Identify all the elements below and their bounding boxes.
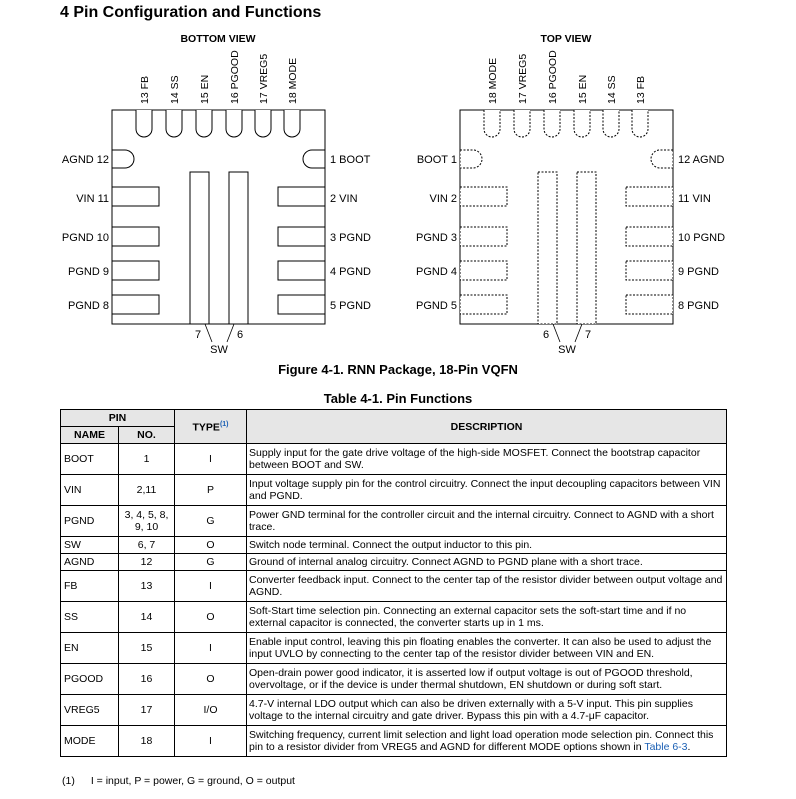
bottom-view-top-pin-pad [166,110,182,137]
top-view-left-pin-label: BOOT 1 [416,154,457,166]
top-view-title: TOP VIEW [540,33,592,45]
top-view-top-pin-label: 16 PGOOD [547,50,559,104]
top-view-left-pad [460,227,507,246]
footnote-text: I = input, P = power, G = ground, O = output [90,775,295,787]
top-view-sw-strip-left [538,172,557,324]
bottom-view-right-pad [278,227,325,246]
top-view-sw-pin-number: 7 [584,329,592,341]
pin-number-cell [119,633,175,664]
pin-description-cell [247,695,727,726]
type-header [175,410,247,444]
top-view-top-pin-pad [484,110,500,137]
bottom-view-left-pad [112,261,159,280]
bottom-view-left-pin-label: AGND 12 [61,154,109,166]
pin-name-cell [61,571,119,602]
top-view-top-pin-label: 15 EN [577,74,589,104]
top-view-right-pin-label: 11 VIN [678,193,711,205]
pin-type-text: I [209,735,212,747]
pin-description-cell [247,602,727,633]
bottom-view-corner-pad-right [303,150,325,168]
pin-type-cell [175,554,247,571]
pin-description-cell [247,537,727,554]
pin-description-text: Converter feedback input. Connect to the center tap of the resistor divider between output voltage and AGND. [249,574,723,598]
top-view-left-pin-label: VIN 2 [429,193,457,205]
pin-name-cell [61,602,119,633]
table-row [61,664,727,695]
bottom-view-sw-pin-number: 6 [236,329,244,341]
bottom-view-right-pin-label: 3 PGND [330,232,371,244]
pin-description-cell [247,633,727,664]
pin-type-text: G [206,556,215,568]
pin-name-text: PGOOD [64,673,104,685]
top-view-left-pad [460,261,507,280]
bottom-view-right-pin-label: 2 VIN [330,193,358,205]
pin-description-text: Open-drain power good indicator, it is asserted low if output voltage is out of PGOOD threshold, overvoltage, or if the device is under thermal shutdown, EN shutdown or during soft start. [249,667,693,691]
pin-type-cell [175,571,247,602]
pin-name-text: PGND [64,515,95,527]
pin-description-text: Input voltage supply pin for the control circuitry. Connect the input decoupling capacitors between VIN and PGND. [249,478,721,502]
table-row [61,444,727,475]
table-row [61,554,727,571]
pin-type-text: P [207,484,215,496]
bottom-view-sw-strip-left [190,172,209,324]
table-row [61,537,727,554]
table-row [61,726,727,757]
bottom-view-left-pin-label: PGND 8 [68,300,109,312]
section-title: 4 Pin Configuration and Functions [60,4,322,21]
table-row [61,695,727,726]
pin-type-text: G [206,515,215,527]
pin-type-cell [175,664,247,695]
bottom-view-right-pin-label: 5 PGND [330,300,371,312]
bottom-view-corner-pad-left [112,150,134,168]
top-view-top-pin-label: 14 SS [606,75,618,104]
bottom-view-top-pin-pad [136,110,152,137]
pin-description-text: 4.7-V internal LDO output which can also be driven externally with a 5-V input. This pin supplies voltage to the internal circuitry and gate driver. Bypass this pin with a 4.7-μF capacitor. [249,698,693,722]
bottom-view-sw-pin-number: 7 [194,329,202,341]
top-view-sw-leader [575,324,582,342]
bottom-view-top-pin-label: 17 VREG5 [258,53,270,104]
pin-number-cell [119,554,175,571]
pin-name-text: VIN [64,484,82,496]
top-view-left-pin-label: PGND 4 [416,266,457,278]
pin-number-text: 1 [143,453,150,465]
table-footnote [62,775,295,787]
pin-name-cell [61,554,119,571]
top-view-right-pin-label: 9 PGND [678,266,719,278]
pin-name-cell [61,475,119,506]
bottom-view-right-pad [278,261,325,280]
pin-type-cell [175,695,247,726]
table-row [61,602,727,633]
pin-type-cell [175,726,247,757]
pin-number-cell [119,664,175,695]
pin-description-cell [247,726,727,757]
bottom-view-left-pin-label: VIN 11 [76,193,109,205]
pin-name-cell [61,537,119,554]
pin-description-text: Switching frequency, current limit selection and light load operation mode selection pin. Connect this pin to a resistor divider from VREG5 and AGND for different MODE options shown in [249,729,714,753]
pin-name-text: FB [64,580,78,592]
top-view-right-pad [626,187,673,206]
pin-number-cell [119,571,175,602]
table-row [61,571,727,602]
pin-number-text: 6, 7 [137,539,156,551]
top-view-top-pin-pad [514,110,530,137]
pin-description-text: Switch node terminal. Connect the output inductor to this pin. [249,539,533,551]
top-view-corner-pad-right [651,150,673,168]
pin-type-text: O [206,539,215,551]
bottom-view-sw-leader [205,324,212,342]
top-view-sw-leader [553,324,560,342]
table-row [61,475,727,506]
name-header: NAME [61,427,119,444]
bottom-view-top-pin-label: 13 FB [139,75,151,104]
table-row [61,506,727,537]
pin-description-cell [247,475,727,506]
pin-type-text: I/O [203,704,218,716]
top-view-left-pad [460,295,507,314]
bottom-view-top-pin-pad [255,110,271,137]
bottom-view-left-pad [112,227,159,246]
pin-name-text: VREG5 [64,704,100,716]
pin-number-text: 16 [140,673,153,685]
pin-name-text: MODE [64,735,96,747]
pin-description-text: Soft-Start time selection pin. Connecting an external capacitor sets the soft-start time and if no external capacitor is connected, the converter starts up in 1 ms. [249,605,687,629]
pin-type-cell [175,475,247,506]
pin-number-cell [119,602,175,633]
top-view-top-pin-label: 18 MODE [487,57,499,104]
pin-name-text: AGND [64,556,95,568]
top-view-sw-strip-right [577,172,596,324]
top-view-top-pin-pad [632,110,648,137]
bottom-view-right-pin-label: 1 BOOT [330,154,371,166]
pin-number-text: 17 [140,704,153,716]
bottom-view-title: BOTTOM VIEW [180,33,256,45]
pin-name-cell [61,726,119,757]
type-footnote-ref: (1) [219,421,229,429]
top-view-left-pin-label: PGND 3 [416,232,457,244]
top-view-top-pin-label: 17 VREG5 [517,53,529,104]
pin-type-text: O [206,611,215,623]
table-header-row-1 [61,410,727,427]
pin-type-cell [175,444,247,475]
type-header-label: TYPE [192,421,220,434]
pin-number-text: 13 [140,580,153,592]
top-view-right-pin-label: 10 PGND [678,232,726,244]
bottom-view-sw-strip-right [229,172,248,324]
bottom-view-top-pin-pad [226,110,242,137]
figure-caption: Figure 4-1. RNN Package, 18-Pin VQFN [278,362,518,377]
top-view-right-pad [626,295,673,314]
pin-name-text: BOOT [64,453,94,465]
top-view-top-pin-pad [603,110,619,137]
bottom-view-right-pin-label: 4 PGND [330,266,371,278]
pin-type-text: I [209,642,212,654]
top-view-right-pin-label: 8 PGND [678,300,719,312]
top-view-left-pad [460,187,507,206]
pin-number-text: 18 [140,735,153,747]
pin-number-cell [119,475,175,506]
top-view-top-pin-label: 13 FB [635,75,647,104]
pin-name-cell [61,664,119,695]
pin-type-cell [175,506,247,537]
description-tail: . [687,741,691,753]
table-caption: Table 4-1. Pin Functions [323,391,473,406]
pin-number-cell [119,695,175,726]
bottom-view-top-pin-pad [284,110,300,137]
pin-number-cell [119,726,175,757]
pin-description-cell [247,571,727,602]
top-view-package-outline [460,110,673,324]
bottom-view-right-pad [278,295,325,314]
pin-description-cell [247,554,727,571]
pin-header: PIN [61,410,175,427]
pin-description-cell [247,664,727,695]
bottom-view-top-pin-label: 16 PGOOD [229,50,241,104]
no-header: NO. [119,427,175,444]
pin-number-text: 15 [140,642,153,654]
pin-name-text: SW [64,539,81,551]
bottom-view-right-pad [278,187,325,206]
pin-name-text: SS [64,611,79,623]
top-view-sw-pin-number: 6 [542,329,550,341]
pin-description-text: Ground of internal analog circuitry. Connect AGND to PGND plane with a short trace. [249,556,643,568]
pin-description-text: Supply input for the gate drive voltage of the high-side MOSFET. Connect the bootstrap capacitor between BOOT and SW. [249,447,701,471]
pin-description-text: Enable input control, leaving this pin floating enables the converter. It can also be used to adjust the input UVLO by connecting to the center tap of the resistor divider between VIN and EN. [249,636,712,660]
pin-type-cell [175,633,247,664]
table-row [61,633,727,664]
pin-functions-table [60,409,727,757]
pin-type-cell [175,602,247,633]
pin-number-text: 14 [140,611,153,623]
pin-name-cell [61,506,119,537]
pin-description-text: Power GND terminal for the controller circuit and the internal circuitry. Connect to AGND with a short trace. [249,509,714,533]
bottom-view-package-outline [112,110,325,324]
pin-name-cell [61,633,119,664]
top-view-top-pin-pad [544,110,560,137]
top-view-sw-label: SW [558,344,576,356]
footnote-number: (1) [62,775,75,787]
pin-number-text: 2,11 [136,484,157,496]
bottom-view-top-pin-label: 15 EN [199,74,211,104]
bottom-view-top-pin-label: 14 SS [169,75,181,104]
pin-description-cell [247,444,727,475]
pin-type-cell [175,537,247,554]
top-view-right-pad [626,227,673,246]
top-view-right-pin-label: 12 AGND [678,154,725,166]
pin-number-cell [119,537,175,554]
pin-number-text: 12 [140,556,153,568]
top-view-top-pin-pad [574,110,590,137]
bottom-view-top-pin-label: 18 MODE [287,57,299,104]
bottom-view-sw-leader [227,324,234,342]
pin-number-text: 3, 4, 5, 8, 9, 10 [124,509,169,533]
top-view-right-pad [626,261,673,280]
top-view-corner-pad-left [460,150,482,168]
pin-number-cell [119,444,175,475]
description-header: DESCRIPTION [247,410,727,444]
pin-configuration-diagram [0,0,796,360]
bottom-view-left-pin-label: PGND 10 [61,232,109,244]
pin-type-text: O [206,673,215,685]
bottom-view-left-pin-label: PGND 9 [68,266,109,278]
pin-description-cell [247,506,727,537]
pin-name-cell [61,444,119,475]
bottom-view-left-pad [112,295,159,314]
pin-name-cell [61,695,119,726]
pin-name-text: EN [64,642,79,654]
bottom-view-sw-label: SW [210,344,228,356]
pin-type-text: I [209,580,212,592]
bottom-view-top-pin-pad [196,110,212,137]
pin-type-text: I [209,453,212,465]
table-reference-link[interactable]: Table 6-3 [644,741,688,753]
pin-number-cell [119,506,175,537]
bottom-view-left-pad [112,187,159,206]
top-view-left-pin-label: PGND 5 [416,300,457,312]
